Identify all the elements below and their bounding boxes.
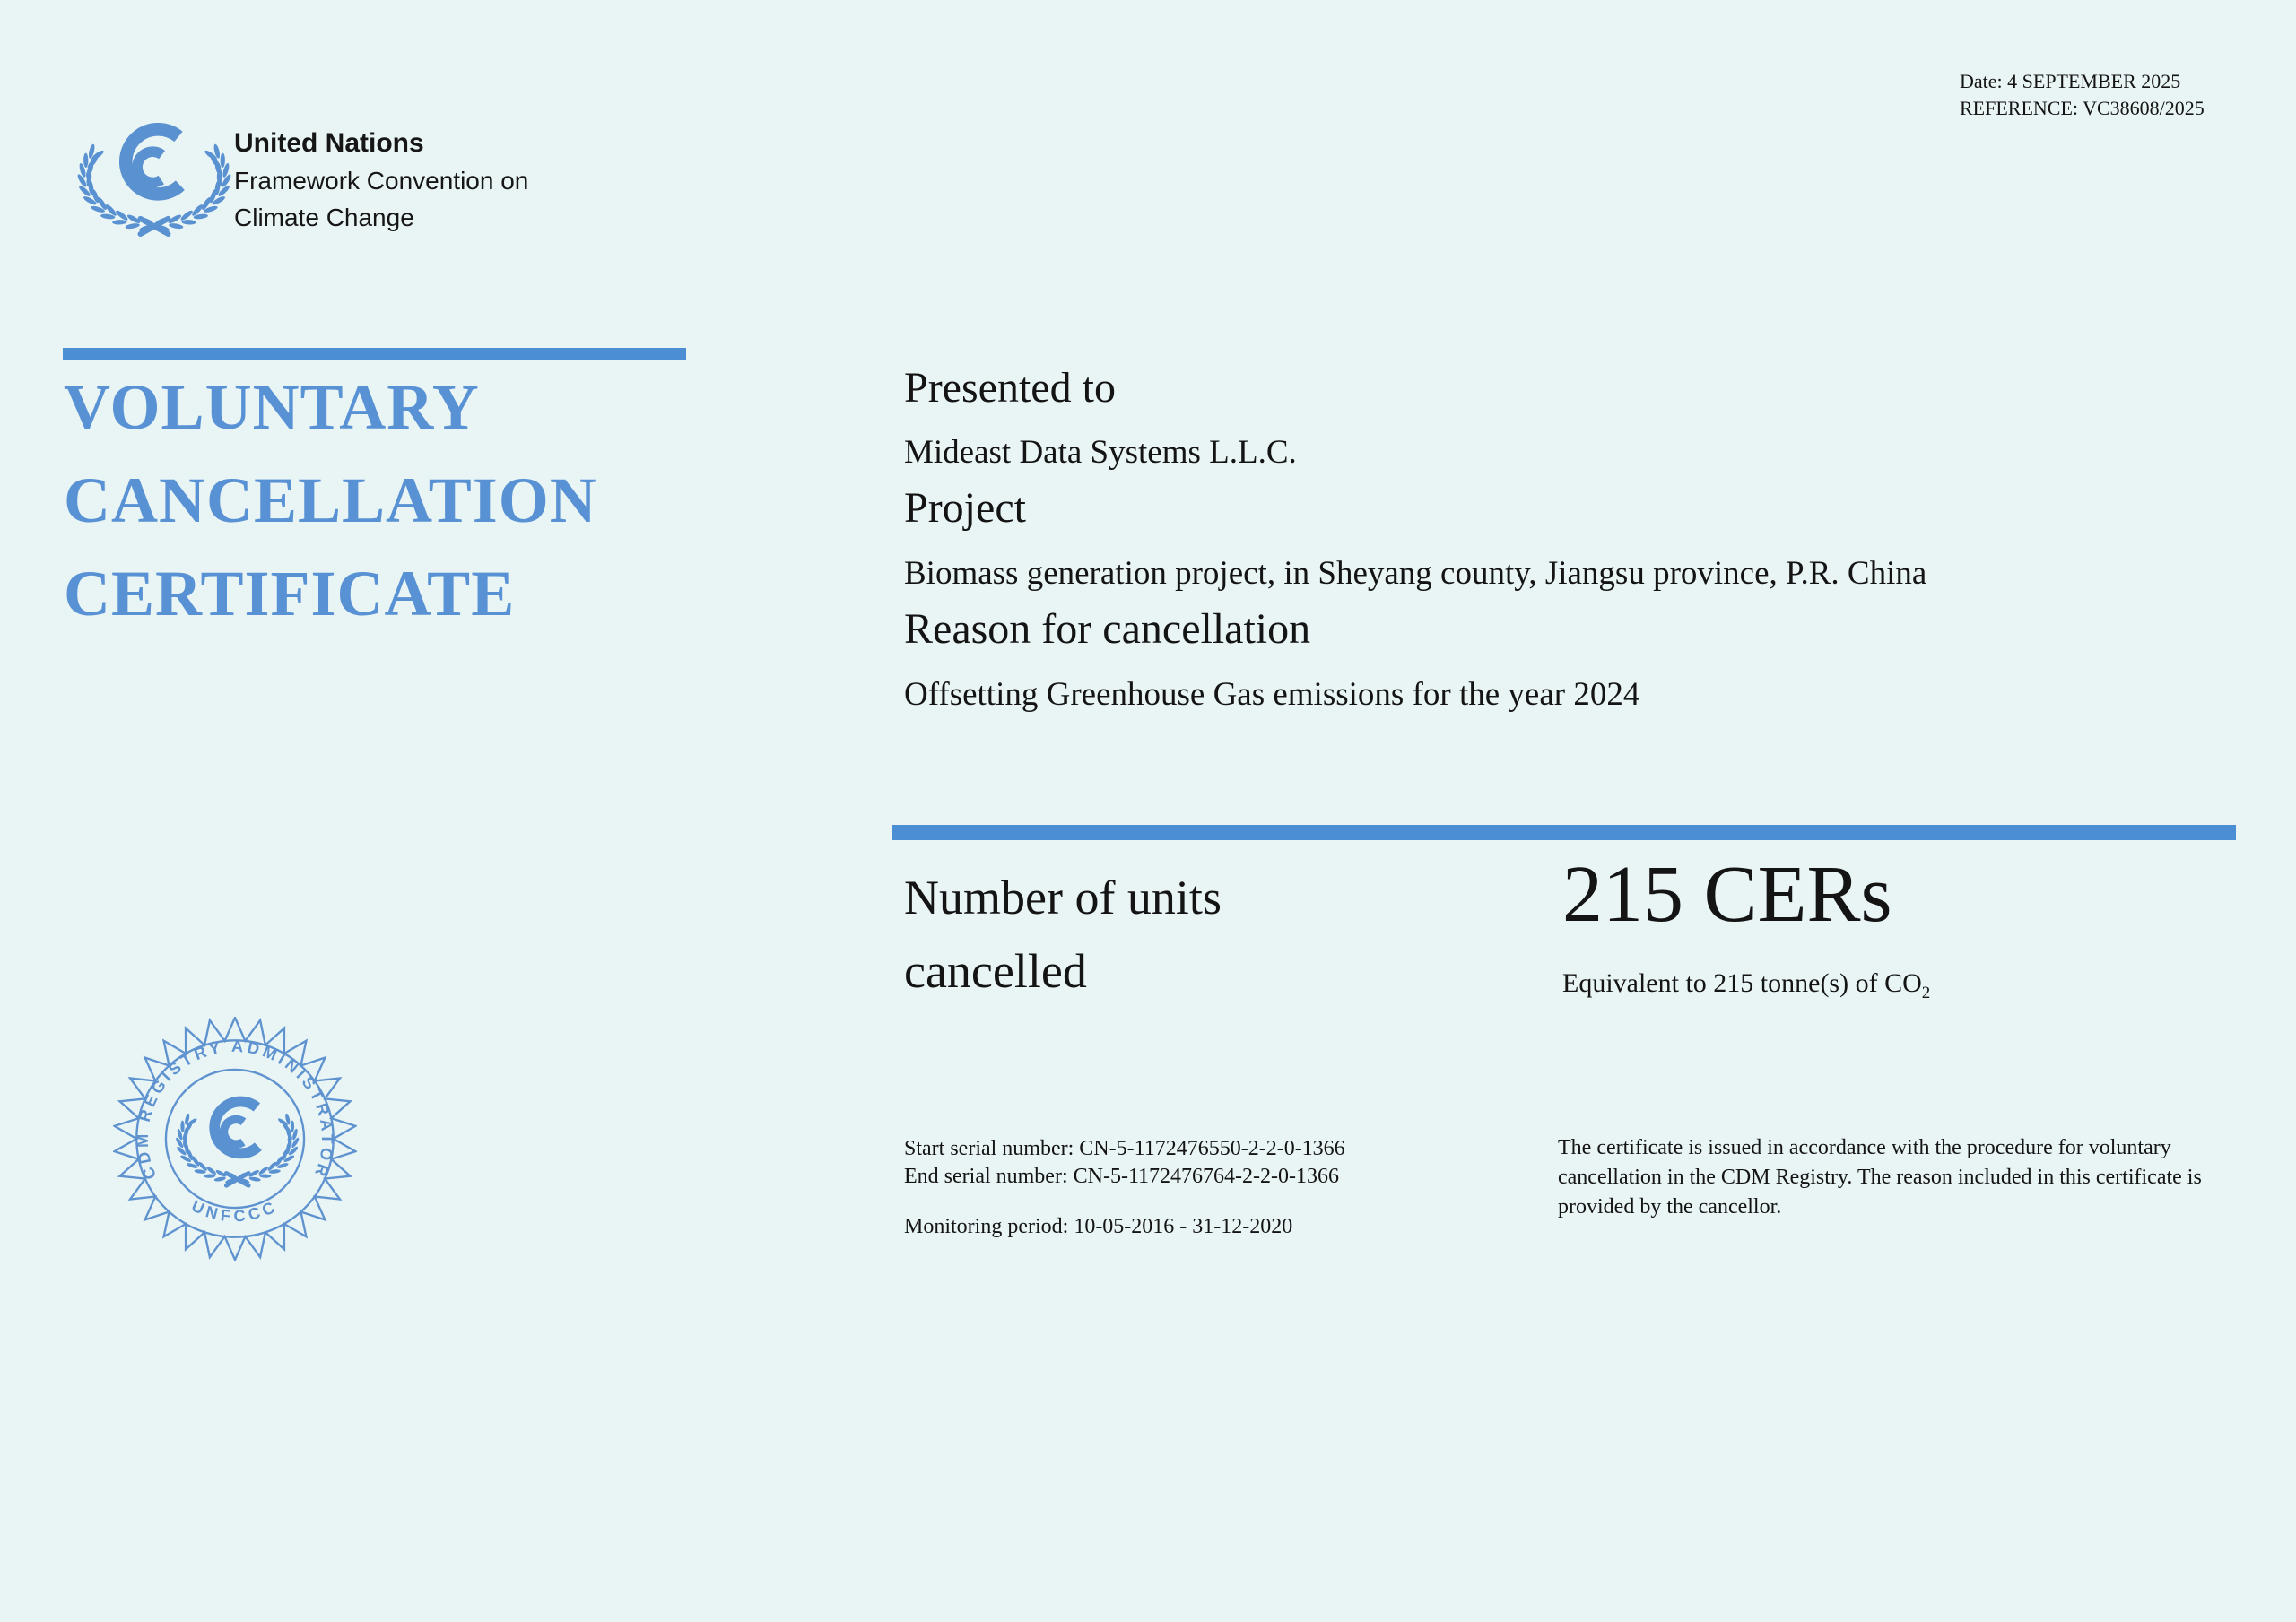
seal-ring-text-top: CDM REGISTRY ADMINISTRATOR: [133, 1037, 337, 1183]
project-label: Project: [904, 484, 1026, 532]
seal-center-emblem-icon: [175, 1091, 300, 1186]
seal-ring-text-bottom: UNFCCC: [188, 1196, 282, 1226]
project-description: Biomass generation project, in Sheyang county, Jiangsu province, P.R. China: [904, 555, 1927, 592]
units-amount: 215 CERs: [1562, 850, 1892, 939]
un-org-name: United Nations: [234, 128, 424, 158]
reference-text: REFERENCE: VC38608/2025: [1960, 97, 2205, 119]
certificate-title-line-2: CANCELLATION: [64, 464, 597, 536]
units-label-line-1: Number of units: [904, 871, 1222, 924]
co2-subscript: 2: [1921, 984, 1931, 1002]
cdm-registry-seal-icon: [113, 1017, 357, 1261]
monitoring-period: Monitoring period: 10-05-2016 - 31-12-2020: [904, 1215, 1293, 1238]
reason-text: Offsetting Greenhouse Gas emissions for the year 2024: [904, 676, 1640, 713]
certificate-title-line-3: CERTIFICATE: [64, 558, 516, 629]
units-equivalent-text: Equivalent to 215 tonne(s) of CO: [1562, 968, 1922, 998]
unfccc-emblem-icon: [77, 120, 231, 239]
svg-text:UNFCCC: [189, 1197, 282, 1226]
units-label-line-2: cancelled: [904, 944, 1087, 998]
certificate-title-line-1: VOLUNTARY: [64, 371, 480, 443]
start-serial: Start serial number: CN-5-1172476550-2-2-0-1366: [904, 1137, 1345, 1160]
presented-to-label: Presented to: [904, 364, 1116, 412]
title-accent-bar: [63, 348, 686, 360]
units-equivalent: [1562, 968, 1930, 1003]
disclaimer-line-3: provided by the cancellor.: [1558, 1195, 1782, 1219]
un-org-line3: Climate Change: [234, 204, 414, 231]
end-serial: End serial number: CN-5-1172476764-2-2-0-1366: [904, 1165, 1340, 1188]
date-text: Date: 4 SEPTEMBER 2025: [1960, 70, 2181, 92]
un-wordmark: [234, 124, 528, 236]
date-reference-block: [1960, 68, 2205, 122]
recipient-name: Mideast Data Systems L.L.C.: [904, 434, 1297, 471]
disclaimer-line-2: cancellation in the CDM Registry. The reason included in this certificate is: [1558, 1166, 2202, 1189]
disclaimer-line-1: The certificate is issued in accordance with the procedure for voluntary: [1558, 1136, 2171, 1159]
svg-text:CDM REGISTRY ADMINISTRATOR: [134, 1037, 336, 1182]
reason-label: Reason for cancellation: [904, 605, 1311, 653]
certificate-title: [64, 360, 597, 640]
units-cancelled-label: [904, 861, 1222, 1008]
disclaimer-text: [1558, 1133, 2202, 1222]
section-divider-bar: [892, 825, 2236, 840]
un-org-line2: Framework Convention on: [234, 167, 529, 195]
serial-details: [904, 1135, 1345, 1241]
